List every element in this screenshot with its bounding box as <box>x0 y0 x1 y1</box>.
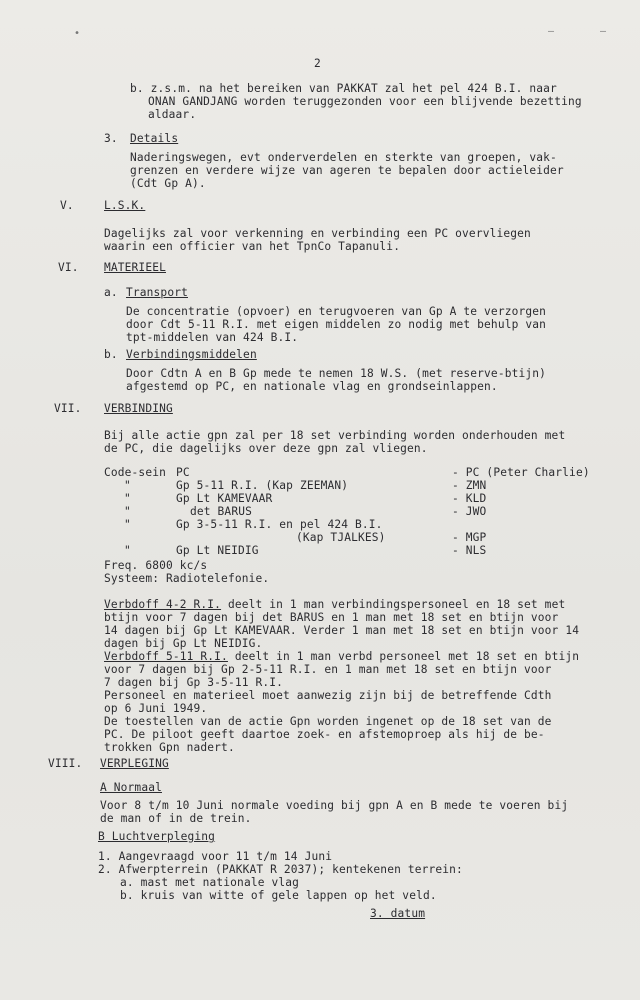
code-unit: PC <box>176 466 190 479</box>
text-line: ONAN GANDJANG worden teruggezonden voor een blijvende bezetting <box>148 95 582 108</box>
text-fragment: deelt in 1 man verbindingspersoneel en 18 set met <box>221 598 566 611</box>
text-line: b. kruis van witte of gele lappen op het veld. <box>120 889 437 902</box>
text-line: b. z.s.m. na het bereiken van PAKKAT zal het pel 424 B.I. naar <box>130 82 557 95</box>
text-line: aldaar. <box>148 108 197 121</box>
text-line: grenzen en verdere wijze van ageren te bepalen door actieleider <box>130 164 564 177</box>
text-line: afgestemd op PC, en nationale vlag en grondseinlappen. <box>126 380 498 393</box>
text-line: voor 7 dagen bij Gp 2-5-11 R.I. en 1 man met 18 set en btijn voor <box>104 663 552 676</box>
text-line: 14 dagen bij Gp Lt KAMEVAAR. Verder 1 man met 18 set en btijn voor 14 <box>104 624 580 637</box>
verbdoff-heading: Verbdoff 5-11 R.I. <box>104 650 228 663</box>
text-line: door Cdt 5-11 R.I. met eigen middelen zo nodig met behulp van <box>126 318 547 331</box>
text-line: Door Cdtn A en B Gp mede te nemen 18 W.S. (met reserve-btijn) <box>126 367 547 380</box>
subsection-heading: Verbindingsmiddelen <box>126 348 257 361</box>
code-value: - PC (Peter Charlie) <box>452 466 590 479</box>
section-heading: MATERIEEL <box>104 261 166 274</box>
text-line <box>104 651 579 664</box>
text-line: waarin een officier van het TpnCo Tapanuli. <box>104 240 401 253</box>
section-heading: VERPLEGING <box>100 757 169 770</box>
text-fragment: deelt in 1 man verbd personeel met 18 set en btijn <box>227 650 580 663</box>
section-number: V. <box>60 199 74 212</box>
corner-mark: — <box>600 26 607 37</box>
text-line: Dagelijks zal voor verkenning en verbinding een PC overvliegen <box>104 227 531 240</box>
text-line: 2. Afwerpterrein (PAKKAT R 2037); kentekenen terrein: <box>98 863 463 876</box>
code-value: - NLS <box>452 544 487 557</box>
section-heading: VERBINDING <box>104 402 173 415</box>
text-line: op 6 Juni 1949. <box>104 702 208 715</box>
text-line: tpt-middelen van 424 B.I. <box>126 331 299 344</box>
text-line: PC. De piloot geeft daartoe zoek- en afstemoproep als hij de be- <box>104 728 545 741</box>
text-line: Naderingswegen, evt onderverdelen en sterkte van groepen, vak- <box>130 151 557 164</box>
corner-mark: • <box>74 28 81 39</box>
ditto-mark: " <box>124 492 131 505</box>
subsection-heading: A Normaal <box>100 781 162 794</box>
text-line <box>104 599 565 612</box>
code-value: - KLD <box>452 492 487 505</box>
item-number: 3. <box>104 132 118 145</box>
code-unit: det BARUS <box>190 505 252 518</box>
text-line: a. mast met nationale vlag <box>120 876 300 889</box>
subsection-heading: Transport <box>126 286 188 299</box>
text-line: de man of in de trein. <box>100 812 252 825</box>
page-number: 2 <box>314 57 321 70</box>
text-line: (Cdt Gp A). <box>130 177 206 190</box>
code-value: - MGP <box>452 531 487 544</box>
code-unit: (Kap TJALKES) <box>296 531 386 544</box>
continuation-marker: 3. datum <box>370 907 426 920</box>
code-value: - ZMN <box>452 479 487 492</box>
ditto-mark: " <box>124 544 131 557</box>
text-line: btijn voor 7 dagen bij det BARUS en 1 man met 18 set en btijn voor <box>104 611 559 624</box>
item-label: b. <box>104 348 118 361</box>
ditto-mark: " <box>124 505 131 518</box>
text-line: Personeel en materieel moet aanwezig zijn bij de betreffende Cdth <box>104 689 552 702</box>
code-unit: Gp Lt NEIDIG <box>176 544 259 557</box>
code-unit: Gp 5-11 R.I. (Kap ZEEMAN) <box>176 479 349 492</box>
code-value: - JWO <box>452 505 487 518</box>
section-number: VII. <box>54 402 82 415</box>
text-line: 1. Aangevraagd voor 11 t/m 14 Juni <box>98 850 333 863</box>
text-line: Bij alle actie gpn zal per 18 set verbinding worden onderhouden met <box>104 429 566 442</box>
corner-mark: — <box>548 26 555 37</box>
code-unit: Gp 3-5-11 R.I. en pel 424 B.I. <box>176 518 383 531</box>
section-number: VI. <box>58 261 79 274</box>
text-line: De toestellen van de actie Gpn worden ingenet op de 18 set van de <box>104 715 552 728</box>
code-label: Code-sein <box>104 466 166 479</box>
text-line: 7 dagen bij Gp 3-5-11 R.I. <box>104 676 284 689</box>
ditto-mark: " <box>124 518 131 531</box>
section-number: VIII. <box>48 757 83 770</box>
text-line: De concentratie (opvoer) en terugvoeren van Gp A te verzorgen <box>126 305 547 318</box>
system: Systeem: Radiotelefonie. <box>104 572 270 585</box>
text-line: Voor 8 t/m 10 Juni normale voeding bij gpn A en B mede te voeren bij <box>100 799 569 812</box>
text-line: trokken Gpn nadert. <box>104 741 235 754</box>
subsection-heading: Details <box>130 132 179 145</box>
text-line: de PC, die dagelijks over deze gpn zal vliegen. <box>104 442 428 455</box>
verbdoff-heading: Verbdoff 4-2 R.I. <box>104 598 222 611</box>
frequency: Freq. 6800 kc/s <box>104 559 208 572</box>
text-line: dagen bij Gp Lt NEIDIG. <box>104 637 263 650</box>
code-unit: Gp Lt KAMEVAAR <box>176 492 273 505</box>
ditto-mark: " <box>124 479 131 492</box>
subsection-heading: B Luchtverpleging <box>98 830 216 843</box>
section-heading: L.S.K. <box>104 199 146 212</box>
item-label: a. <box>104 286 118 299</box>
